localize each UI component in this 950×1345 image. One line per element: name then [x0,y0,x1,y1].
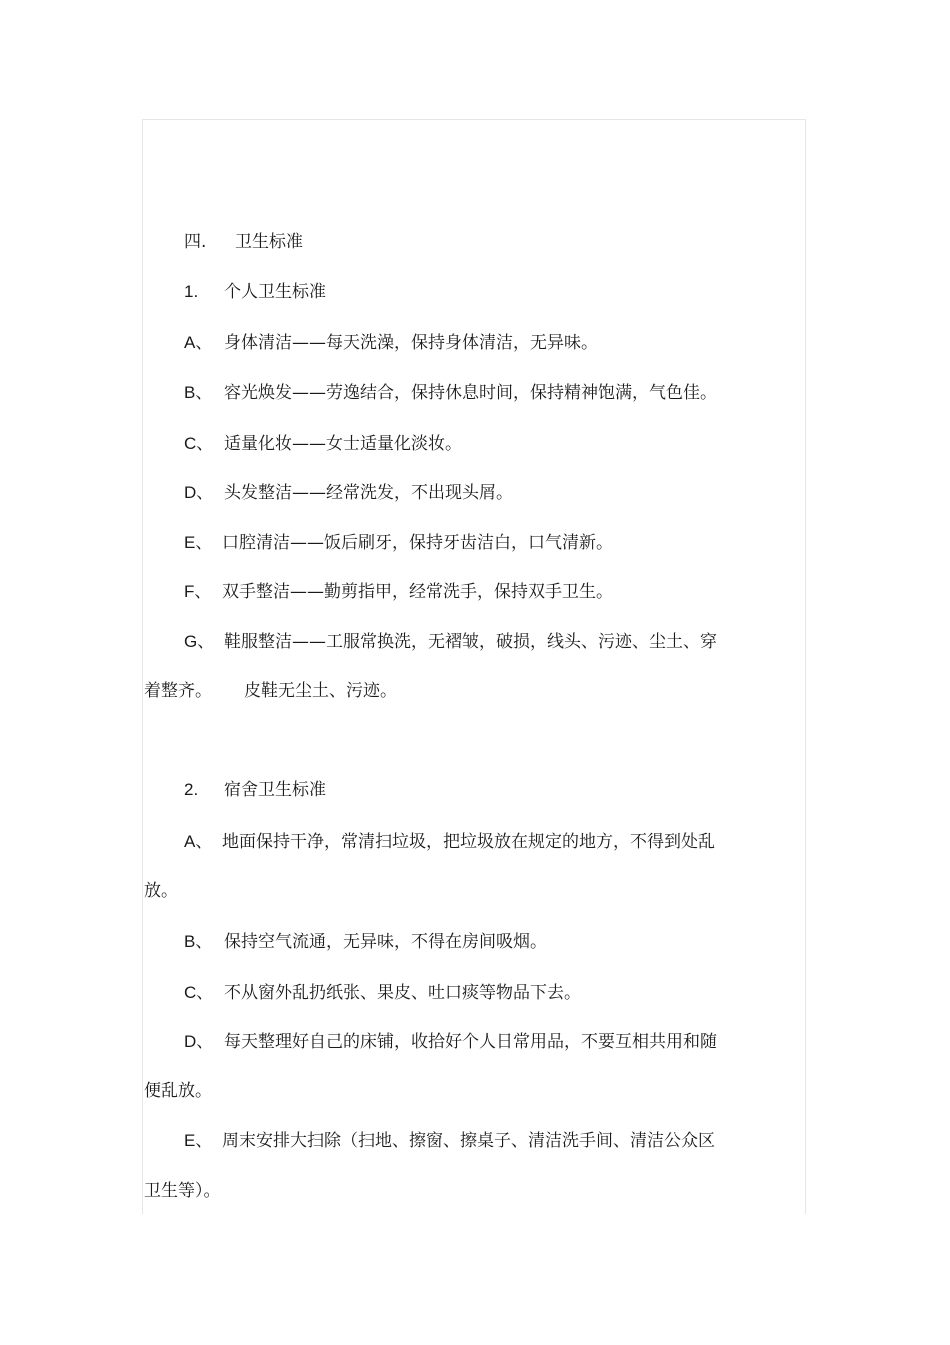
section-title: 卫生标准 [235,232,303,252]
item-text: 适量化妆——女士适量化淡妆。 [224,434,462,454]
item-text: 周末安排大扫除（扫地、擦窗、擦桌子、清洁洗手间、清洁公众区 [222,1131,715,1151]
item-text: 身体清洁——每天洗澡，保持身体清洁，无异味。 [224,333,598,353]
item-marker: G、 [184,632,215,651]
item-text: 口腔清洁——饭后刷牙，保持牙齿洁白，口气清新。 [222,533,613,553]
item-marker: F、 [184,582,212,601]
section-marker: 四. [184,232,207,252]
item-marker: A、 [184,832,213,851]
item-marker: E、 [184,533,213,552]
item-text-continuation: 着整齐。 [144,681,212,701]
item-text: 容光焕发——劳逸结合，保持休息时间，保持精神饱满，气色佳。 [224,383,717,403]
item-text: 鞋服整洁——工服常换洗，无褶皱，破损，线头、污迹、尘土、穿 [224,632,717,652]
item-marker: C、 [184,983,214,1002]
item-marker: D、 [184,1032,214,1051]
subsection-title: 个人卫生标准 [224,282,326,302]
item-marker: A、 [184,333,213,352]
item-text-continuation: 卫生等）。 [144,1181,221,1201]
item-text: 每天整理好自己的床铺，收拾好个人日常用品，不要互相共用和随 [224,1032,717,1052]
item-text-continuation: 便乱放。 [144,1081,212,1101]
item-text: 双手整洁——勤剪指甲，经常洗手，保持双手卫生。 [222,582,613,602]
item-marker: C、 [184,434,214,453]
item-text: 头发整洁——经常洗发，不出现头屑。 [224,483,513,503]
item-text: 保持空气流通，无异味，不得在房间吸烟。 [224,932,547,952]
item-text: 不从窗外乱扔纸张、果皮、吐口痰等物品下去。 [224,983,581,1003]
item-marker: D、 [184,483,214,502]
subsection-marker: 1. [184,282,199,301]
item-text-continuation: 放。 [144,881,178,901]
item-text-continuation: 皮鞋无尘土、污迹。 [244,681,397,701]
subsection-title: 宿舍卫生标准 [224,780,326,800]
item-marker: E、 [184,1131,213,1150]
item-marker: B、 [184,383,213,402]
item-marker: B、 [184,932,213,951]
item-text: 地面保持干净，常清扫垃圾，把垃圾放在规定的地方，不得到处乱 [222,832,715,852]
subsection-marker: 2. [184,780,199,799]
